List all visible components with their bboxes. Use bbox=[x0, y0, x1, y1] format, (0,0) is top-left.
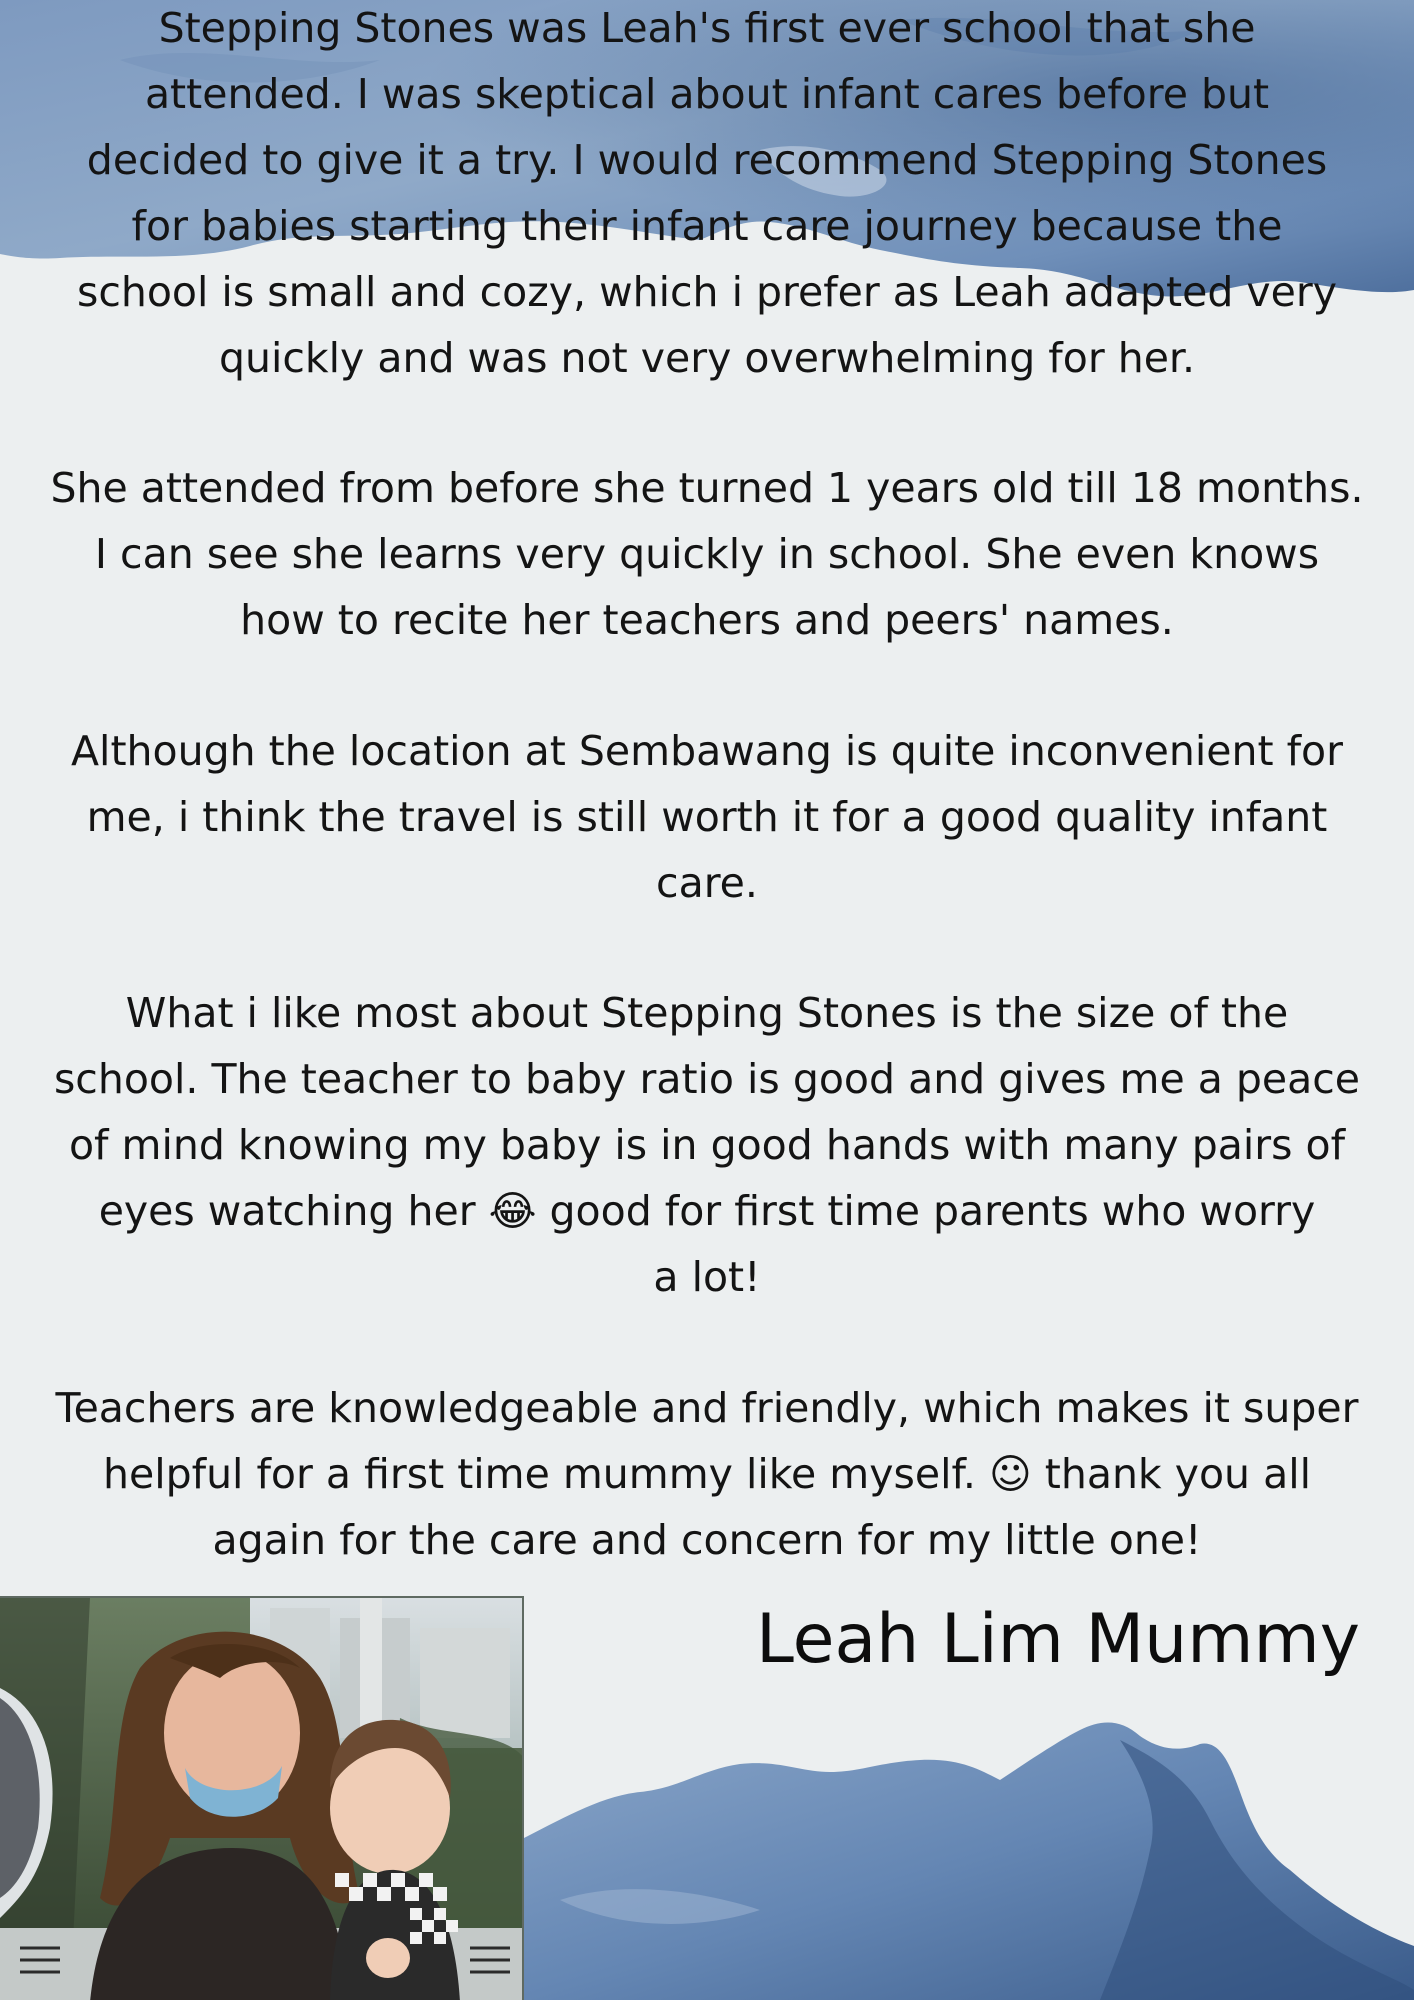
letter-line: school is small and cozy, which i prefer as Leah adapted very bbox=[76, 268, 1338, 316]
letter-line: of mind knowing my baby is in good hands with many pairs of bbox=[68, 1121, 1346, 1169]
letter-line: quickly and was not very overwhelming for her. bbox=[218, 334, 1196, 382]
mother-toddler-photo bbox=[0, 1596, 524, 2000]
letter-line: eyes watching her 😂 good for first time parents who worry bbox=[98, 1187, 1316, 1235]
letter-line: Although the location at Sembawang is quite inconvenient for bbox=[71, 727, 1343, 775]
letter-paragraph bbox=[0, 1375, 1414, 1573]
letter-line: again for the care and concern for my little one! bbox=[212, 1516, 1202, 1564]
letter-line: I can see she learns very quickly in school. She even knows bbox=[94, 530, 1320, 578]
letter-line: care. bbox=[656, 859, 758, 907]
letter-line: attended. I was skeptical about infant cares before but bbox=[144, 70, 1270, 118]
letter-paragraph bbox=[0, 980, 1414, 1310]
letter-paragraph bbox=[0, 455, 1414, 653]
letter-line: for babies starting their infant care journey because the bbox=[131, 202, 1283, 250]
letter-line: decided to give it a try. I would recommend Stepping Stones bbox=[86, 136, 1328, 184]
letter-line: She attended from before she turned 1 years old till 18 months. bbox=[50, 464, 1364, 512]
letter-line: Teachers are knowledgeable and friendly, which makes it super bbox=[55, 1384, 1359, 1432]
signature: Leah Lim Mummy bbox=[755, 1600, 1360, 1679]
letter-line: Stepping Stones was Leah's first ever school that she bbox=[158, 4, 1256, 52]
letter-line: me, i think the travel is still worth it for a good quality infant bbox=[86, 793, 1328, 841]
letter-line: how to recite her teachers and peers' names. bbox=[240, 596, 1174, 644]
letter-line: a lot! bbox=[653, 1253, 761, 1301]
letter-line: What i like most about Stepping Stones is the size of the bbox=[125, 989, 1289, 1037]
letter-line: helpful for a first time mummy like myself. ☺ thank you all bbox=[103, 1450, 1311, 1498]
letter-paragraph bbox=[0, 0, 1414, 391]
letter-paragraph bbox=[0, 718, 1414, 916]
letter-line: school. The teacher to baby ratio is good and gives me a peace bbox=[53, 1055, 1361, 1103]
